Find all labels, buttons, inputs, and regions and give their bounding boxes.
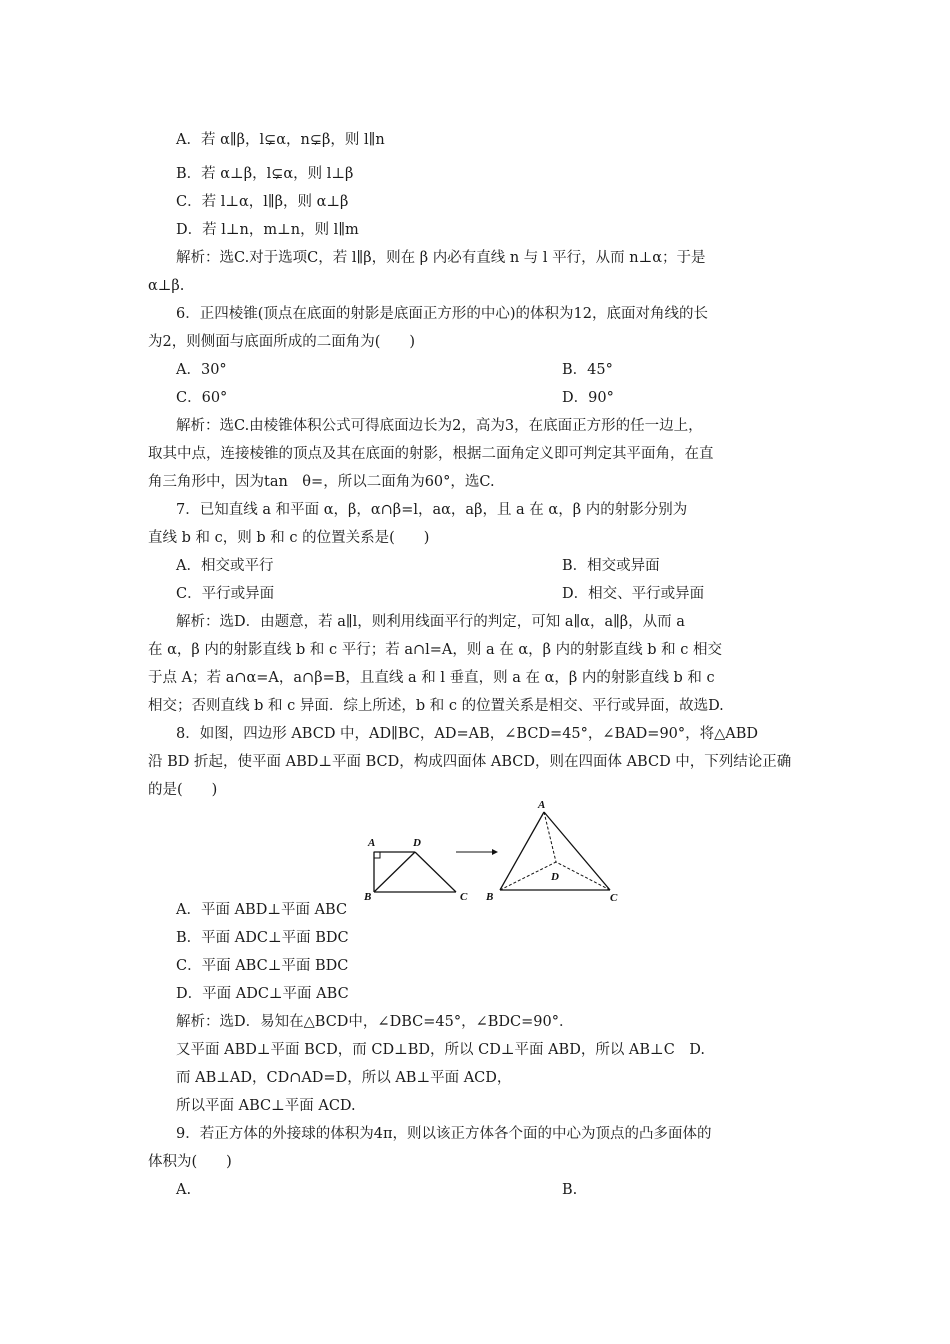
q7-option-b: B．相交或异面 — [562, 558, 660, 574]
left-label-d: D — [413, 837, 421, 849]
q5-option-d: D．若 l⊥n，m⊥n，则 l∥m — [176, 222, 359, 238]
left-label-a: A — [368, 837, 376, 849]
q7-solution-line-1: 解析：选D．由题意，若 a∥l，则利用线面平行的判定，可知 a∥α，a∥β，从而 a — [176, 614, 685, 630]
q7-solution-line-2: 在 α，β 内的射影直线 b 和 c 平行；若 a∩l=A，则 a 在 α，β 内的射影直线 b 和 c 相交 — [148, 642, 722, 658]
q8-solution-line-2: 又平面 ABD⊥平面 BCD，而 CD⊥BD，所以 CD⊥平面 ABD，所以 AB⊥C D. — [176, 1042, 706, 1058]
q7-option-c: C．平行或异面 — [176, 586, 275, 602]
q7-solution-line-3: 于点 A；若 a∩α=A，a∩β=B，且直线 a 和 l 垂直，则 a 在 α，β 内的射影直线 b 和 c — [148, 670, 715, 686]
q7-option-a: A．相交或平行 — [176, 558, 274, 574]
q7-stem-line-2: 直线 b 和 c，则 b 和 c 的位置关系是( ) — [148, 530, 430, 546]
q6-solution-line-3: 角三角形中，因为tan θ=，所以二面角为60°，选C. — [148, 474, 495, 490]
q7-option-d: D．相交、平行或异面 — [562, 586, 705, 602]
q8-option-d: D．平面 ADC⊥平面 ABC — [176, 986, 349, 1002]
q6-solution-line-1: 解析：选C.由棱锥体积公式可得底面边长为2，高为3，在底面正方形的任一边上， — [176, 418, 703, 434]
trapezoid-abcd — [363, 837, 468, 903]
tetrahedron-abcd — [485, 800, 618, 904]
q9-option-b: B. — [562, 1182, 578, 1198]
q8-option-b: B．平面 ADC⊥平面 BDC — [176, 930, 349, 946]
q6-option-a: A．30° — [176, 362, 227, 378]
q6-option-d: D．90° — [562, 390, 614, 406]
q5-solution-line-1: 解析：选C.对于选项C，若 l∥β，则在 β 内必有直线 n 与 l 平行，从而 n⊥α；于是 — [176, 250, 706, 266]
q8-folding-figure — [360, 800, 630, 910]
q8-figure-svg — [360, 800, 630, 910]
q5-option-a: A．若 α∥β，l⊊α，n⊊β，则 l∥n — [176, 132, 385, 148]
q5-option-c: C．若 l⊥α，l∥β，则 α⊥β — [176, 194, 349, 210]
q8-solution-line-4: 所以平面 ABC⊥平面 ACD. — [176, 1098, 356, 1114]
q6-solution-line-2: 取其中点，连接棱锥的顶点及其在底面的射影，根据二面角定义即可判定其平面角，在直 — [148, 446, 714, 462]
q7-solution-line-4: 相交；否则直线 b 和 c 异面．综上所述，b 和 c 的位置关系是相交、平行或异面，故选D. — [148, 698, 724, 714]
q8-option-a: A．平面 ABD⊥平面 ABC — [176, 902, 348, 918]
q6-option-b: B．45° — [562, 362, 613, 378]
q6-stem-line-2: 为2，则侧面与底面所成的二面角为( ) — [148, 334, 416, 350]
q6-stem-line-1: 6．正四棱锥(顶点在底面的射影是底面正方形的中心)的体积为12，底面对角线的长 — [176, 306, 708, 322]
right-label-d: D — [551, 871, 559, 883]
q6-option-c: C．60° — [176, 390, 228, 406]
q8-stem-line-3: 的是( ) — [148, 782, 218, 798]
q9-option-a: A. — [176, 1182, 192, 1198]
q8-stem-line-1: 8．如图，四边形 ABCD 中，AD∥BC，AD=AB，∠BCD=45°，∠BAD=90°，将△ABD — [176, 726, 759, 742]
q9-stem-line-1: 9．若正方体的外接球的体积为4π，则以该正方体各个面的中心为顶点的凸多面体的 — [176, 1126, 712, 1142]
q5-solution-line-2: α⊥β. — [148, 278, 185, 294]
left-label-c: C — [460, 891, 468, 903]
fold-arrow — [456, 849, 498, 855]
q8-solution-line-3: 而 AB⊥AD，CD∩AD=D，所以 AB⊥平面 ACD， — [176, 1070, 512, 1086]
right-label-b: B — [486, 891, 494, 903]
q8-stem-line-2: 沿 BD 折起，使平面 ABD⊥平面 BCD，构成四面体 ABCD，则在四面体 ABCD 中，下列结论正确 — [148, 754, 792, 770]
q8-solution-line-1: 解析：选D．易知在△BCD中，∠DBC=45°，∠BDC=90°． — [176, 1014, 574, 1030]
right-label-a: A — [538, 800, 546, 811]
left-label-b: B — [364, 891, 372, 903]
q5-option-b: B．若 α⊥β，l⊊α，则 l⊥β — [176, 166, 354, 182]
q8-option-c: C．平面 ABC⊥平面 BDC — [176, 958, 349, 974]
right-label-c: C — [610, 892, 618, 904]
q7-stem-line-1: 7．已知直线 a 和平面 α，β，α∩β=l，aα，aβ，且 a 在 α，β 内的射影分别为 — [176, 502, 688, 518]
q9-stem-line-2: 体积为( ) — [148, 1154, 232, 1170]
